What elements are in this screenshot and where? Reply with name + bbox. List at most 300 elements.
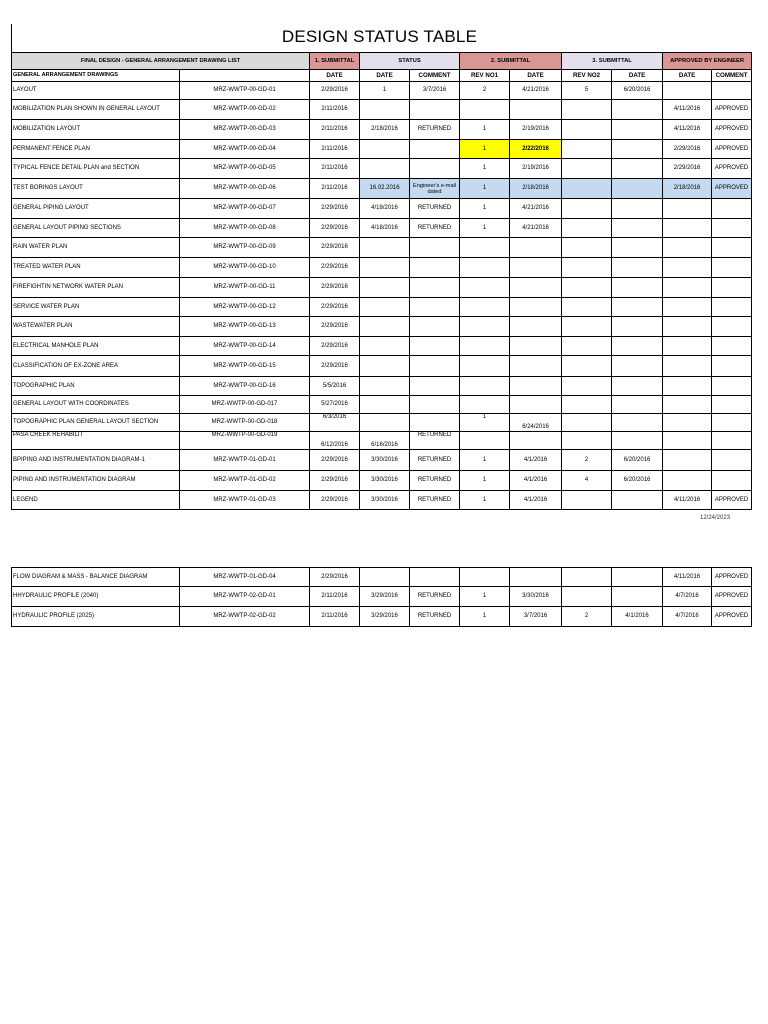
approved-comment: APPROVED [712,120,752,140]
approved-date [663,199,712,219]
approved-date [663,278,712,298]
rev2-number [562,219,612,238]
approved-comment: APPROVED [712,100,752,120]
submittal1-date: 5/27/2016 [310,396,360,414]
drawing-name: BPIPING AND INSTRUMENTATION DIAGRAM-1 [12,450,180,471]
submittal1-date: 2/29/2016 [310,278,360,298]
drawing-name: PASA CREEK REHABILIT [12,432,180,450]
approved-date [663,258,712,278]
submittal3-date [612,568,663,587]
rev1-number: 1 [460,179,510,199]
approved-date [663,317,712,337]
approved-date [663,298,712,317]
submittal3-date [612,377,663,396]
submittal2-date [510,337,562,356]
drawing-code: MRZ-WWTP-01-GD-01 [180,450,310,471]
rev2-number [562,414,612,432]
submittal1-date: 2/11/2016 [310,179,360,199]
drawing-code: MRZ-WWTP-00-GD-07 [180,199,310,219]
submittal2-date [510,278,562,298]
status-date [360,140,410,159]
table-row [12,199,752,219]
design-status-table-continued [11,567,752,627]
table-row [12,82,752,100]
status-comment: RETURNED [410,491,460,510]
table-row [12,120,752,140]
rev2-number [562,140,612,159]
drawing-name: MOBILIZATION LAYOUT [12,120,180,140]
submittal3-date [612,414,663,432]
rev1-number [460,278,510,298]
submittal1-date: 2/29/2016 [310,199,360,219]
group-header: FINAL DESIGN - GENERAL ARRANGEMENT DRAWING LIST [12,53,310,70]
drawing-code: MRZ-WWTP-00-GD-10 [180,258,310,278]
approved-comment [712,298,752,317]
submittal1-date: 6/12/2016 [310,432,360,450]
status-comment: Engineer's e-mail dated [410,179,460,199]
submittal3-date [612,179,663,199]
status-date: 16.02.2016 [360,179,410,199]
code-header [180,70,310,82]
rev1-number [460,258,510,278]
drawing-name: RAIN WATER PLAN [12,238,180,258]
drawing-code: MRZ-WWTP-02-GD-01 [180,587,310,607]
status-date [360,337,410,356]
table-row [12,179,752,199]
approved-date [663,356,712,377]
approved-date [663,238,712,258]
table-row [12,491,752,510]
drawing-code: MRZ-WWTP-01-GD-02 [180,471,310,491]
submittal1-date: 2/29/2016 [310,258,360,278]
rev2-number [562,179,612,199]
approved-date [663,82,712,100]
submittal2-date: 4/1/2016 [510,450,562,471]
rev1-number [460,432,510,450]
submittal1-date: 2/29/2016 [310,471,360,491]
status-date [360,298,410,317]
approved-comment: APPROVED [712,159,752,179]
drawing-name: TOPOGRAPHIC PLAN GENERAL LAYOUT SECTION [12,414,180,432]
approved-date [663,471,712,491]
rev2-number [562,278,612,298]
rev2-number [562,356,612,377]
approved-date: 4/11/2016 [663,100,712,120]
submittal2-date [510,356,562,377]
submittal2-date: 4/21/2016 [510,219,562,238]
approved-comment: APPROVED [712,587,752,607]
drawing-code: MRZ-WWTP-00-GD-05 [180,159,310,179]
drawing-name: TREATED WATER PLAN [12,258,180,278]
approved-date [663,396,712,414]
approved-comment [712,337,752,356]
table-row [12,432,752,450]
status-date [360,159,410,179]
status-comment [410,258,460,278]
submittal2-date: 2/19/2016 [510,120,562,140]
rev1-number: 1 [460,219,510,238]
col-date-status: DATE [360,70,410,82]
status-date: 3/30/2016 [360,471,410,491]
rev1-number: 1 [460,199,510,219]
drawing-name: PERMANENT FENCE PLAN [12,140,180,159]
rev2-number: 2 [562,607,612,627]
table-row [12,450,752,471]
approved-comment: APPROVED [712,491,752,510]
status-comment [410,356,460,377]
drawing-name: WASTEWATER PLAN [12,317,180,337]
submittal3-header: 3. SUBMITTAL [562,53,663,70]
submittal1-date: 2/29/2016 [310,219,360,238]
submittal3-date [612,356,663,377]
rev1-number [460,337,510,356]
submittal1-date: 2/29/2016 [310,337,360,356]
status-comment [410,337,460,356]
col-comment-status: COMMENT [410,70,460,82]
rev2-number [562,298,612,317]
drawing-code: MRZ-WWTP-00-GD-13 [180,317,310,337]
drawing-name: LAYOUT [12,82,180,100]
rev2-number [562,258,612,278]
table-row [12,471,752,491]
status-date: 6/16/2016 [360,432,410,450]
submittal2-date: 3/7/2016 [510,607,562,627]
rev1-number [460,317,510,337]
table-row [12,317,752,337]
col-date-approved: DATE [663,70,712,82]
drawing-name: FLOW DIAGRAM & MASS - BALANCE DIAGRAM [12,568,180,587]
rev1-number: 1 [460,607,510,627]
status-date [360,100,410,120]
table-row [12,298,752,317]
status-date [360,278,410,298]
drawing-name: LEGEND [12,491,180,510]
drawing-code: MRZ-WWTP-00-GD-01 [180,82,310,100]
submittal3-date [612,120,663,140]
submittal3-date [612,159,663,179]
rev2-number [562,317,612,337]
submittal2-date: 6/24/2016 [510,414,562,432]
submittal3-date [612,396,663,414]
status-comment [410,317,460,337]
submittal1-date: 2/29/2016 [310,298,360,317]
table-row [12,219,752,238]
rev2-number: 4 [562,471,612,491]
submittal1-date: 2/29/2016 [310,356,360,377]
section-label: GENERAL ARRANGEMENT DRAWINGS [12,70,180,82]
status-comment: RETURNED [410,607,460,627]
submittal1-date: 2/29/2016 [310,568,360,587]
drawing-code: MRZ-WWTP-00-GD-018 [180,414,310,432]
rev2-number [562,100,612,120]
submittal1-date: 2/11/2016 [310,587,360,607]
drawing-name: GENERAL LAYOUT PIPING SECTIONS [12,219,180,238]
status-date: 3/29/2016 [360,587,410,607]
status-comment [410,377,460,396]
status-date: 1 [360,82,410,100]
drawing-code: MRZ-WWTP-00-GD-08 [180,219,310,238]
submittal2-header: 2. SUBMITTAL [460,53,562,70]
col-date-3: DATE [612,70,663,82]
drawing-name: TEST BORINGS LAYOUT [12,179,180,199]
submittal2-date [510,432,562,450]
submittal2-date [510,396,562,414]
status-comment: RETURNED [410,120,460,140]
submittal3-date [612,337,663,356]
submittal3-date: 6/20/2016 [612,82,663,100]
status-date: 3/29/2016 [360,607,410,627]
drawing-code: MRZ-WWTP-00-GD-16 [180,377,310,396]
approved-comment [712,396,752,414]
approved-comment: APPROVED [712,179,752,199]
status-comment [410,568,460,587]
submittal3-date [612,199,663,219]
status-comment: RETURNED [410,450,460,471]
approved-comment [712,377,752,396]
rev1-number [460,377,510,396]
submittal3-date [612,278,663,298]
rev2-number: 2 [562,450,612,471]
drawing-code: MRZ-WWTP-00-GD-017 [180,396,310,414]
submittal3-date [612,298,663,317]
status-date: 3/30/2016 [360,491,410,510]
submittal2-date: 2/18/2016 [510,179,562,199]
table-row [12,396,752,414]
status-date [360,414,410,432]
status-date [360,258,410,278]
rev1-number: 1 [460,491,510,510]
approved-date: 2/18/2016 [663,179,712,199]
drawing-code: MRZ-WWTP-00-GD-15 [180,356,310,377]
status-comment: RETURNED [410,199,460,219]
status-comment: RETURNED [410,587,460,607]
drawing-code: MRZ-WWTP-00-GD-11 [180,278,310,298]
drawing-code: MRZ-WWTP-00-GD-04 [180,140,310,159]
table-row [12,258,752,278]
design-status-table [11,52,752,510]
approved-date: 4/7/2016 [663,607,712,627]
drawing-code: MRZ-WWTP-00-GD-02 [180,100,310,120]
table-row [12,278,752,298]
status-date [360,568,410,587]
col-rev2: REV NO2 [562,70,612,82]
submittal1-date: 2/11/2016 [310,100,360,120]
submittal1-date: 2/29/2016 [310,491,360,510]
table-row [12,377,752,396]
submittal3-date: 4/1/2016 [612,607,663,627]
submittal2-date [510,298,562,317]
rev2-number [562,587,612,607]
submittal3-date [612,491,663,510]
drawing-name: FIREFIGHTIN NETWORK WATER PLAN [12,278,180,298]
approved-comment [712,219,752,238]
left-frame-line [11,24,12,52]
rev1-number: 1 [460,140,510,159]
drawing-name: HHYDRAULIC PROFILE (2040) [12,587,180,607]
approved-date [663,450,712,471]
table-row [12,587,752,607]
submittal1-date: 2/29/2016 [310,238,360,258]
approved-date [663,337,712,356]
rev1-number: 1 [460,414,510,432]
table-row [12,100,752,120]
submittal1-date: 5/5/2016 [310,377,360,396]
status-comment [410,100,460,120]
status-comment: RETURNED [410,219,460,238]
approved-date: 4/7/2016 [663,587,712,607]
approved-comment [712,414,752,432]
status-comment [410,238,460,258]
submittal1-date: 2/11/2016 [310,607,360,627]
drawing-code: MRZ-WWTP-01-GD-03 [180,491,310,510]
submittal1-header: 1. SUBMITTAL [310,53,360,70]
submittal3-date [612,317,663,337]
rev1-number [460,298,510,317]
rev2-number [562,491,612,510]
rev2-number [562,432,612,450]
submittal2-date: 4/21/2016 [510,199,562,219]
submittal1-date: 2/29/2016 [310,450,360,471]
col-date-1: DATE [310,70,360,82]
submittal3-date [612,432,663,450]
submittal1-date: 2/29/2016 [310,82,360,100]
submittal3-date [612,100,663,120]
col-rev1: REV NO1 [460,70,510,82]
submittal2-date [510,377,562,396]
approved-comment: APPROVED [712,607,752,627]
status-date: 4/18/2016 [360,199,410,219]
drawing-code: MRZ-WWTP-00-GD-14 [180,337,310,356]
approved-date [663,432,712,450]
submittal3-date [612,140,663,159]
rev1-number [460,100,510,120]
approved-comment [712,238,752,258]
drawing-name: TYPICAL FENCE DETAIL PLAN and SECTION [12,159,180,179]
approved-date [663,414,712,432]
status-comment [410,396,460,414]
drawing-code: MRZ-WWTP-02-GD-02 [180,607,310,627]
submittal1-date: 2/11/2016 [310,140,360,159]
drawing-code: MRZ-WWTP-00-GD-03 [180,120,310,140]
status-date: 3/30/2016 [360,450,410,471]
rev1-number [460,356,510,377]
col-comment-approved: COMMENT [712,70,752,82]
submittal2-date: 4/1/2016 [510,471,562,491]
table-row [12,356,752,377]
page-title: DESIGN STATUS TABLE [281,27,478,46]
drawing-name: PIPING AND INSTRUMENTATION DIAGRAM [12,471,180,491]
status-comment [410,140,460,159]
approved-date: 4/11/2016 [663,491,712,510]
status-date: 4/18/2016 [360,219,410,238]
status-date [360,317,410,337]
rev2-number [562,120,612,140]
footer-date: 12/24/2023 [700,515,731,521]
status-comment [410,414,460,432]
status-date [360,377,410,396]
status-comment [410,298,460,317]
approved-comment [712,278,752,298]
status-comment: 3/7/2016 [410,82,460,100]
submittal2-date: 2/19/2016 [510,159,562,179]
submittal1-date: 2/11/2016 [310,159,360,179]
submittal3-date [612,219,663,238]
approved-header: APPROVED BY ENGINEER [663,53,752,70]
table-row [12,414,752,432]
submittal2-date [510,258,562,278]
rev1-number: 2 [460,82,510,100]
rev1-number [460,568,510,587]
approved-comment [712,258,752,278]
status-comment: RETURNED [410,432,460,450]
rev1-number: 1 [460,159,510,179]
approved-comment [712,317,752,337]
submittal2-date: 4/1/2016 [510,491,562,510]
approved-comment [712,199,752,219]
approved-date: 2/29/2016 [663,159,712,179]
drawing-name: GENERAL LAYOUT WITH COORDINATES [12,396,180,414]
table-row [12,159,752,179]
rev2-number [562,337,612,356]
approved-comment [712,471,752,491]
approved-date [663,377,712,396]
submittal3-date [612,258,663,278]
drawing-name: CLASSIFICATION OF EX-ZONE AREA [12,356,180,377]
status-comment: RETURNED [410,471,460,491]
rev1-number: 1 [460,587,510,607]
drawing-name: ELECTRICAL MANHOLE PLAN [12,337,180,356]
approved-comment [712,356,752,377]
submittal2-date [510,317,562,337]
approved-comment [712,82,752,100]
rev1-number: 1 [460,471,510,491]
approved-comment [712,450,752,471]
approved-comment: APPROVED [712,140,752,159]
table-row [12,607,752,627]
rev2-number [562,238,612,258]
approved-date: 2/29/2016 [663,140,712,159]
rev2-number: 5 [562,82,612,100]
rev1-number: 1 [460,120,510,140]
status-header: STATUS [360,53,460,70]
drawing-name: GENERAL PIPING LAYOUT [12,199,180,219]
rev2-number [562,568,612,587]
submittal3-date [612,238,663,258]
submittal2-date: 4/21/2016 [510,82,562,100]
table-row [12,140,752,159]
submittal2-date: 3/30/2016 [510,587,562,607]
approved-comment [712,432,752,450]
submittal1-date: 2/29/2016 [310,317,360,337]
approved-comment: APPROVED [712,568,752,587]
drawing-name: HYDRAULIC PROFILE (2025) [12,607,180,627]
drawing-code: MRZ-WWTP-00-GD-019 [180,432,310,450]
submittal3-date: 6/20/2016 [612,450,663,471]
rev1-number: 1 [460,450,510,471]
submittal2-date: 2/22/2016 [510,140,562,159]
drawing-code: MRZ-WWTP-00-GD-06 [180,179,310,199]
submittal1-date: 6/3/2016 [310,414,360,432]
table-row [12,568,752,587]
drawing-code: MRZ-WWTP-00-GD-09 [180,238,310,258]
submittal3-date [612,587,663,607]
status-comment [410,159,460,179]
status-date: 2/18/2016 [360,120,410,140]
status-date [360,396,410,414]
table-row [12,238,752,258]
rev2-number [562,199,612,219]
drawing-name: TOPOGRAPHIC PLAN [12,377,180,396]
